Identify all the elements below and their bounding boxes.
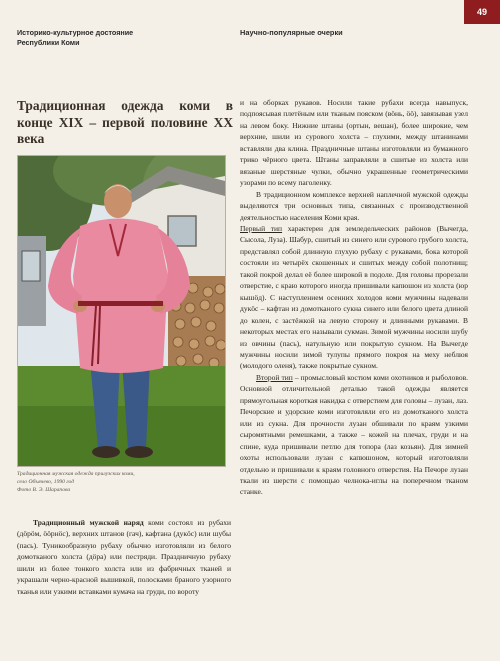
header-left-line2: Республики Коми <box>17 37 80 47</box>
first-type-label: Первый тип <box>240 223 283 233</box>
right-paragraph-1: и на оборках рукавов. Носили такие рубахи всегда навыпуск, подпоясывая плетёным или тканым пояском (вӧнь, ӧӧ), завязывая узел на левом боку. Нижние штаны (ортын, вешан), более широкие, чем верхние, шили из сурового холста – глухими, между штанинами вставляли два клина. Праздничные штаны изготовляли из бумажного трико чёрного цвета. Штаны заправляли в сшитые из холста или вязаные шерстяные чулки, обычно украшенные геометрическими узорами по всему паголенку. <box>240 98 468 188</box>
second-type-label: Второй тип <box>256 372 293 382</box>
caption-photo-credit: Фото В. Э. Шарапова <box>17 487 71 494</box>
caption-line1: Традиционная мужская одежда прилузских коми, <box>17 471 135 477</box>
right-paragraph-3-text: характерен для земледельческих районов (Вычегда, Сысола, Луза). Шабур, сшитый из синего или сурового грубого холста, представлял собой длинную глухую рубаху с рукавами, бока которой состояли из четырёх скошенных и сшитых между собой полотнищ; такой покрой делал её более широкой в подоле. Для головы прорезали отверстие, с краю которого иногда пришивали капюшон из холста (юр кышӧд). С наступлением осенних холодов коми мужчины надевали дукӧс – кафтан из домотканого сукна синего или белого цвета длиной до колен, с застёжкой на левую сторону и длинными рукавами. В некоторых местах его называли сукман. Зимой мужчины носили шубу из овчины (пась), натульную или покрытую сукном. На Вычегде мужчины носили зимой тулупы прямого покроя на меху неблюя (молодого оленя), также покрытые сукном. <box>240 223 468 371</box>
right-paragraph-3 <box>240 223 468 372</box>
running-header-left <box>17 28 197 47</box>
caption-line2: село Объячево, 1990 год <box>17 479 75 486</box>
header-left-line1: Историко-культурное достояние <box>17 28 134 37</box>
man-in-traditional-dress-photo <box>17 155 226 467</box>
left-column <box>17 517 231 597</box>
lead-phrase: Традиционный мужской наряд <box>33 518 144 527</box>
photo-caption <box>17 470 232 495</box>
left-paragraph <box>17 517 231 597</box>
right-paragraph-4-text: – промысловый костюм коми охотников и рыболовов. Основной отличительной деталью такой одежды является прямоугольная короткая накидка с отверстием для головы – лузан, лаз. Печорские и удорские коми изготовляли его из домотканого холста или из сукна. Для прочности лузан обшивали по краям узкими сыромятными ремешками, а также – кожей на плечах, груди и на спине, куда пришивали петлю для топора (лаз козьян). Для зимней охоты использовали лузан с капюшоном, который изготовляли отдельно и пришивали к краям головного отверстия. На Печоре лузан ткали из шерсти с помощью челнока-иглы на поперечном тканом станке. <box>240 372 469 497</box>
right-column <box>240 97 468 498</box>
page-number: 49 <box>464 0 500 24</box>
right-paragraph-4 <box>240 372 468 498</box>
left-paragraph-text: коми состоял из рубахи (дӧрӧм, ӧӧрнӧс), верхних штанов (гач), кафтана (дукӧс) или шубы (пась). Туникообразную рубаху обычно изготовляли из белого домотканого холста (дӧра) или пестряди. Праздничную рубаху шили из более тонкого холста или из фабричных тканей и украшали черно-красной вышивкой, полосками браного узорного тканья или узкими вставками кумача на груди, по вороту <box>17 518 231 596</box>
right-paragraph-2: В традиционном комплексе верхней наплечной мужской одежды выделяются три основных типа, связанных с производственной деятельностью населения Коми края. <box>240 189 468 222</box>
running-header-right: Научно-популярные очерки <box>240 28 343 37</box>
article-title: Традиционная одежда коми в конце XIX – первой половине XX века <box>17 98 233 146</box>
